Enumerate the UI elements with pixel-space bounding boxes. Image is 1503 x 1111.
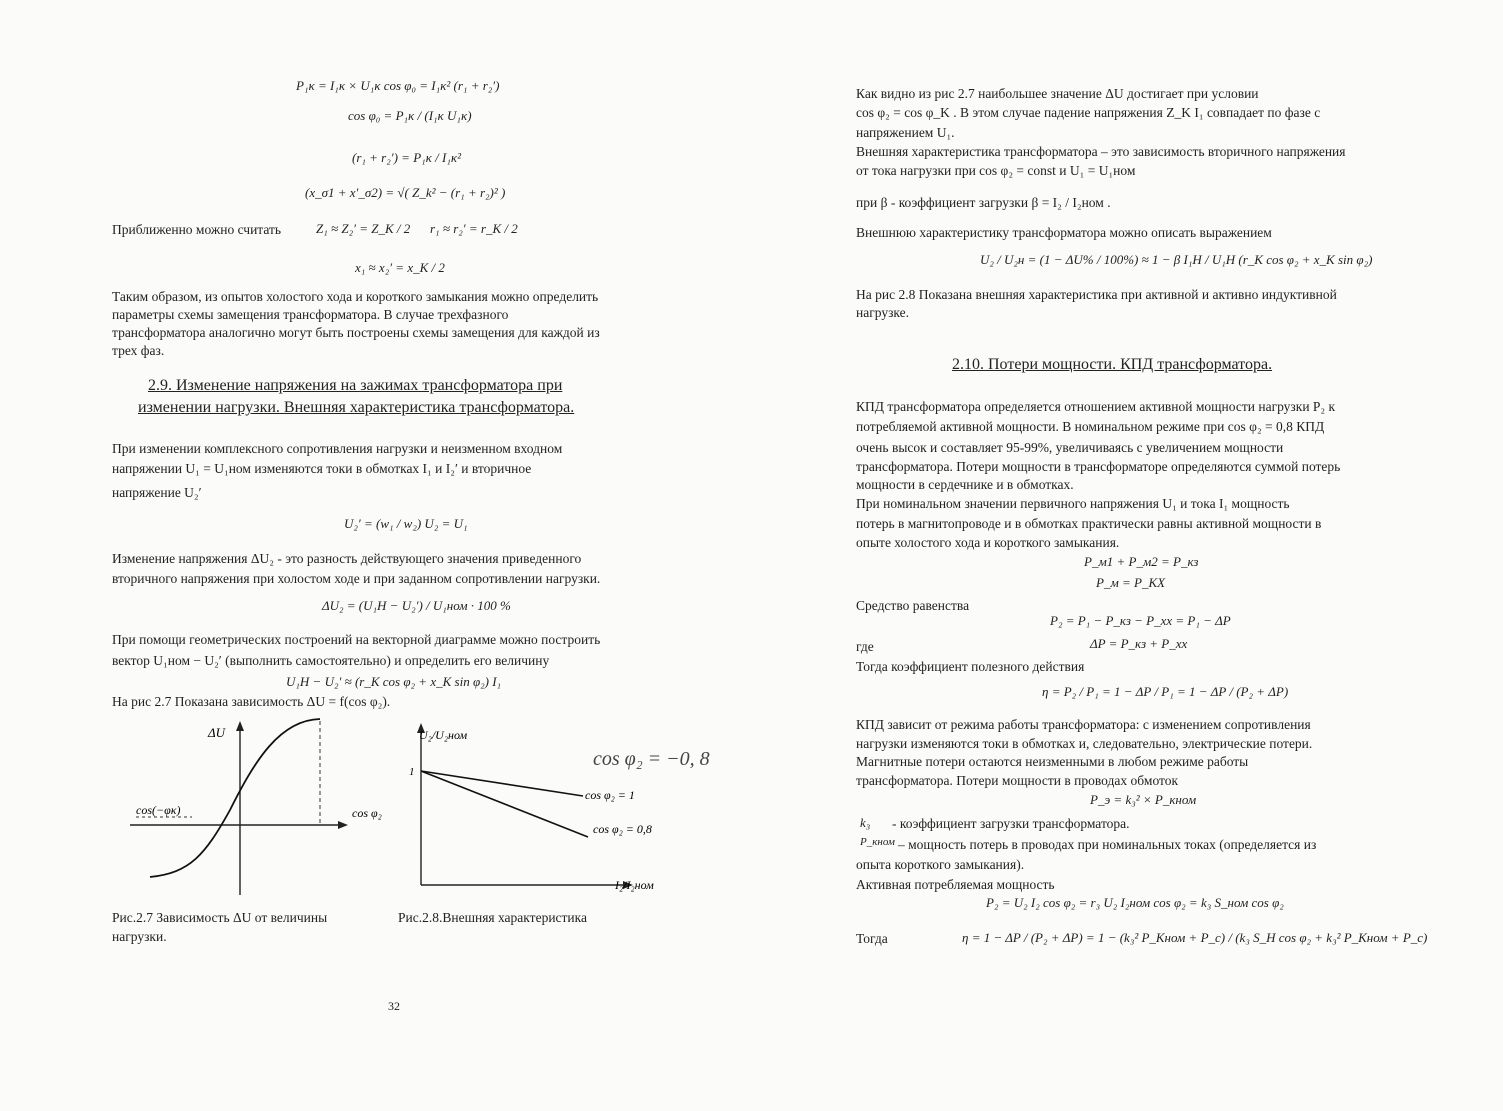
text-line: потребляемой активной мощности. В номинальном режиме при cos φ₂ = 0,8 КПД bbox=[856, 419, 1325, 434]
text-line: трансформатора. Потери мощности в проводах обмоток bbox=[856, 773, 1179, 788]
text-line: от тока нагрузки при cos φ₂ = const и U₁ = U₁ном bbox=[856, 163, 1136, 178]
text-line: вторичного напряжения при холостом ходе и при заданном сопротивлении нагрузки. bbox=[112, 571, 601, 586]
approx-formula-z: Z₁ ≈ Z₂′ = Z_K / 2 bbox=[316, 221, 411, 236]
formula-p1: P₂ = U₂ I₂ cos φ₂ = r₃ U₂ I₂ном cos φ₂ = k₃ S_ном cos φ₂ bbox=[986, 895, 1284, 910]
formula-p1k: P₁κ = I₁κ × U₁κ cos φ₀ = I₁κ² (r₁ + r₂′) bbox=[296, 78, 500, 93]
text-line: При номинальном значении первичного напряжения U₁ и тока I₁ мощность bbox=[856, 496, 1290, 511]
curve-delta-u bbox=[150, 719, 320, 877]
x-axis-label: cos φ₂ bbox=[352, 806, 382, 820]
text-line: Магнитные потери остаются неизменными в любом режиме работы bbox=[856, 754, 1249, 769]
text-line: КПД зависит от режима работы трансформатора: с изменением сопротивления bbox=[856, 717, 1311, 732]
text-line: напряжении U₁ = U₁ном изменяются токи в обмотках I₁ и I₂′ и вторичное bbox=[112, 461, 532, 476]
page-number: 32 bbox=[388, 999, 400, 1013]
text-line: Внешняя характеристика трансформатора – это зависимость вторичного напряжения bbox=[856, 144, 1346, 159]
approx-text: Приближенно можно считать bbox=[112, 222, 282, 237]
text-line: нагрузке. bbox=[856, 305, 909, 320]
text-line: параметры схемы замещения трансформатора. В случае трехфазного bbox=[112, 307, 509, 322]
section-heading-2-9-line1: 2.9. Изменение напряжения на зажимах трансформатора при bbox=[148, 377, 563, 394]
text-line: При изменении комплексного сопротивления нагрузки и неизменном входном bbox=[112, 441, 563, 456]
one-label: 1 bbox=[409, 766, 415, 778]
formula-cos-phi0: cos φ₀ = P₁κ / (I₁κ U₁κ) bbox=[348, 108, 472, 123]
y-axis-arrow bbox=[236, 721, 244, 731]
k3-definition: - коэффициент загрузки трансформатора. bbox=[892, 816, 1130, 831]
formula-loss-1: P_м1 + P_м2 = P_кз bbox=[1084, 554, 1199, 569]
caption-figure-2-7: Рис.2.7 Зависимость ΔU от величины нагрузки. bbox=[112, 910, 328, 944]
formula-delta-p: ΔP = P_кз + P_хх bbox=[1090, 636, 1188, 651]
handwritten-note: cos φ₂ = −0, 8 bbox=[593, 748, 710, 770]
formula-x-sigma: (x_σ1 + x′_σ2) = √( Z_k² − (r₁ + r₂)² ) bbox=[305, 185, 506, 200]
series-label: cos φ₂ = 0,8 bbox=[593, 822, 652, 836]
text-line: потерь в магнитопроводе и в обмотках практически равны активной мощности в bbox=[856, 516, 1322, 531]
y-axis-label: ΔU bbox=[208, 725, 226, 740]
k3-symbol: k₃ bbox=[860, 815, 871, 830]
text-line: напряжением U₁. bbox=[856, 125, 955, 140]
marker-label: cos(−φκ) bbox=[136, 803, 181, 817]
text-line: опыте холостого хода и короткого замыкания. bbox=[856, 535, 1120, 550]
text-line: очень высок и составляет 95-99%, увеличиваясь с увеличением мощности bbox=[856, 440, 1284, 455]
series-label: cos φ₂ = 1 bbox=[585, 788, 635, 802]
text-line: нагрузки изменяются токи в обмотках и, следовательно, электрические потери. bbox=[856, 736, 1313, 751]
section-heading-2-9-line2: изменении нагрузки. Внешняя характеристика трансформатора. bbox=[138, 399, 575, 416]
text-line: трансформатора. Потери мощности в трансформаторе определяются суммой потерь bbox=[856, 459, 1341, 474]
pk-definition-line2: опыта короткого замыкания). bbox=[856, 857, 1025, 872]
formula-external-characteristic: U₂ / U₂н = (1 − ΔU% / 100%) ≈ 1 − β I₁Н / U₁Н (r_K cos φ₂ + x_K sin φ₂) bbox=[980, 252, 1373, 267]
beta-definition: при β - коэффициент загрузки β = I₂ / I₂ном . bbox=[856, 195, 1111, 210]
x-axis-label: I₂/I₂ном bbox=[615, 878, 654, 892]
equality-text: Средство равенства bbox=[856, 598, 970, 613]
formula-loss-2: P_м = P_КХ bbox=[1096, 575, 1166, 590]
pk-definition-line1: – мощность потерь в проводах при номинальных токах (определяется из bbox=[898, 837, 1317, 852]
figure-reference: На рис 2.7 Показана зависимость ΔU = f(cos φ₂). bbox=[112, 694, 391, 709]
text-line: Изменение напряжения ΔU₂ - это разность действующего значения приведенного bbox=[112, 551, 582, 566]
text-line: Таким образом, из опытов холостого хода и короткого замыкания можно определить bbox=[112, 289, 599, 304]
formula-eta-2: η = 1 − ΔP / (P₂ + ΔP) = 1 − (k₃² P_Кном + P_с) / (k₃ S_Н cos φ₂ + k₃² P_Кном + P_с) bbox=[962, 930, 1428, 945]
text-line: cos φ₂ = cos φ_K . В этом случае падение напряжения Z_K I₁ совпадает по фазе с bbox=[856, 105, 1321, 120]
text-line: вектор U₁ном − U₂′ (выполнить самостоятельно) и определить его величину bbox=[112, 653, 550, 668]
formula-delta-u: ΔU₂ = (U₁Н − U₂′) / U₁ном · 100 % bbox=[322, 598, 511, 613]
text-line: На рис 2.8 Показана внешняя характеристика при активной и активно индуктивной bbox=[856, 287, 1337, 302]
ext-char-text: Внешнюю характеристику трансформатора можно описать выражением bbox=[856, 225, 1272, 240]
text-line: трансформатора аналогично могут быть построены схемы замещения для каждой из bbox=[112, 325, 600, 340]
x-axis-arrow bbox=[338, 821, 348, 829]
formula-r1-r2: (r₁ + r₂′) = P₁κ / I₁κ² bbox=[352, 150, 462, 165]
where-text: где bbox=[856, 639, 874, 654]
formula-vector: U₁Н − U₂′ ≈ (r_K cos φ₂ + x_K sin φ₂) I₁ bbox=[286, 674, 502, 689]
figure-2-8 bbox=[405, 715, 750, 905]
text-line: КПД трансформатора определяется отношением активной мощности нагрузки P₂ к bbox=[856, 399, 1336, 414]
active-power-text: Активная потребляемая мощность bbox=[856, 877, 1055, 892]
formula-eta: η = P₂ / P₁ = 1 − ΔP / P₁ = 1 − ΔP / (P₂ + ΔP) bbox=[1042, 684, 1289, 699]
line-cos-phi-0-8 bbox=[421, 771, 588, 837]
y-axis-label: U₂/U₂ном bbox=[419, 728, 468, 742]
section-heading-2-10: 2.10. Потери мощности. КПД трансформатора. bbox=[952, 356, 1273, 373]
text-line: трех фаз. bbox=[112, 343, 165, 358]
text-line: При помощи геометрических построений на векторной диаграмме можно построить bbox=[112, 632, 601, 647]
formula-p2: P₂ = P₁ − P_кз − P_хх = P₁ − ΔP bbox=[1050, 613, 1231, 628]
formula-u2: U₂′ = (w₁ / w₂) U₂ = U₁ bbox=[344, 516, 468, 531]
caption-figure-2-8: Рис.2.8.Внешняя характеристика bbox=[398, 910, 587, 925]
then-text: Тогда bbox=[856, 931, 888, 946]
figure-2-7 bbox=[110, 715, 400, 905]
formula-p-electric: P_э = k₃² × P_кном bbox=[1090, 792, 1197, 807]
approx-formula-r: r₁ ≈ r₂′ = r_K / 2 bbox=[430, 221, 518, 236]
efficiency-text: Тогда коэффициент полезного действия bbox=[856, 659, 1085, 674]
text-line: напряжение U₂′ bbox=[112, 485, 202, 500]
right-page bbox=[752, 0, 1503, 1111]
pk-symbol: P_кном bbox=[860, 836, 895, 848]
text-line: мощности в сердечнике и в обмотках. bbox=[856, 477, 1074, 492]
approx-formula-x: x₁ ≈ x₂′ = x_K / 2 bbox=[355, 260, 445, 275]
text-line: Как видно из рис 2.7 наибольшее значение ΔU достигает при условии bbox=[856, 86, 1259, 101]
line-cos-phi-1 bbox=[421, 771, 583, 796]
